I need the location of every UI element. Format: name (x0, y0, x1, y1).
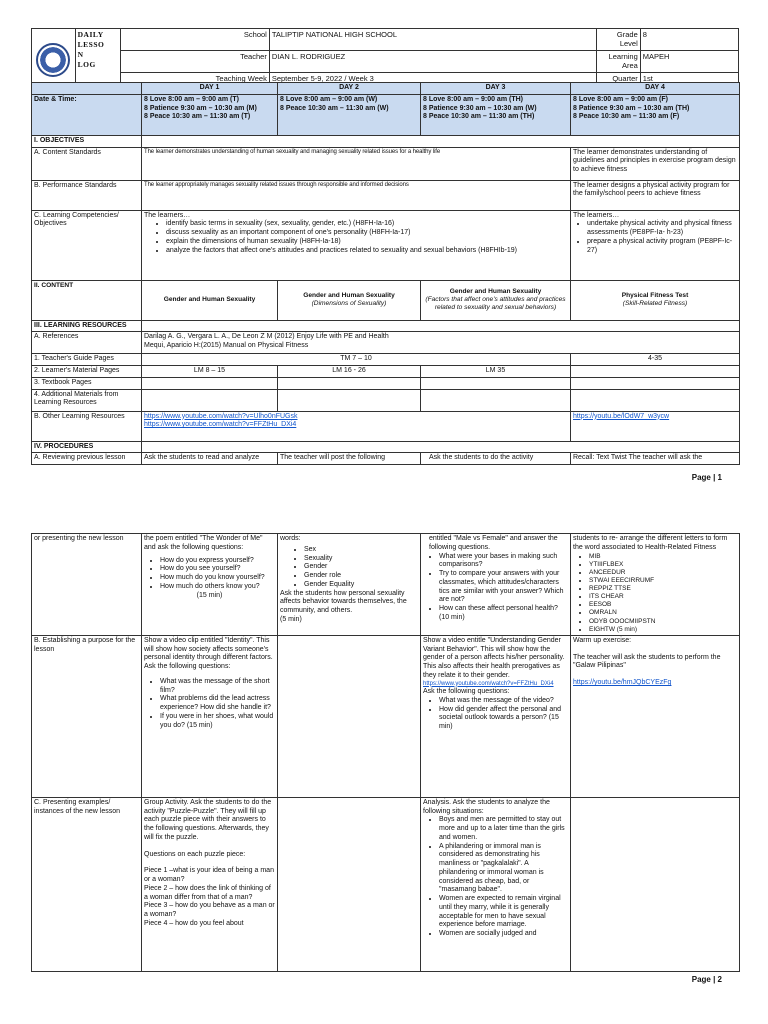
schedule-day3 (421, 94, 571, 135)
presenting-text: Group Activity. Ask the students to do the activity "Puzzle-Puzzle". They will fill up each puzzle piece with their answers to the following questions. Afterwards, they will fix the puzzle. (144, 798, 272, 841)
situation-item: • A philandering or immoral man is considered as demonstrating his manliness or "pagkalalaki". A philandering or immoral woman is considered as cheap, bad, or "masamang babae". (439, 843, 568, 896)
grade-label: Grade Level (597, 29, 641, 51)
purpose-text: Ask the following questions: (423, 688, 510, 695)
dll-line: LOG (77, 60, 96, 69)
schedule-day1 (142, 94, 278, 135)
question-item: • How can these affect personal health? (10 min) (439, 605, 568, 623)
scrambled-word: • YTIIIFLBEX (589, 561, 737, 569)
content-subtopic: (Dimensions of Sexuality) (311, 300, 387, 307)
quarter-label: Quarter (597, 72, 641, 84)
question-item: • How do you see yourself? (160, 565, 275, 574)
day-header: DAY 4 (571, 83, 740, 95)
question-item: • What problems did the lead actress experience? How did she handle it? (160, 695, 275, 713)
content-topic: Gender and Human Sexuality (449, 287, 542, 295)
competencies-intro: The learners… (144, 211, 191, 219)
purpose-text: Warm up exercise: (573, 636, 632, 644)
scrambled-word: • EIGHTW (5 min) (589, 626, 737, 634)
review-day3-cont (421, 534, 571, 636)
word-item: • Gender Equality (304, 581, 418, 590)
other-resources-label: B. Other Learning Resources (32, 411, 142, 441)
school-value: TALIPTIP NATIONAL HIGH SCHOOL (269, 29, 596, 51)
area-label: Learning Area (597, 50, 641, 72)
question-item: • How much do you know yourself? (160, 574, 275, 583)
video-link[interactable]: https://www.youtube.com/watch?v=FFZtHu_DXi4 (144, 421, 297, 429)
review-text: words: (280, 535, 301, 542)
references (142, 332, 740, 354)
other-resources-day4 (571, 411, 740, 441)
lesson-table-page1 (31, 82, 740, 465)
section-content: II. CONTENT (32, 280, 142, 320)
schedule-line: 8 Patience 9:30 am – 10:30 am (W) (423, 104, 537, 112)
word-item: • Gender role (304, 572, 418, 581)
review-day4: Recall: Text Twist The teacher will ask the (571, 453, 740, 465)
performance-standards: The learner appropriately manages sexuality related issues through responsible and informed decisions (142, 180, 571, 210)
textbook-label: 3. Textbook Pages (32, 377, 142, 389)
content-day4 (571, 280, 740, 320)
video-link[interactable]: https://www.youtube.com/watch?v=FFZtHu_DXi4 (423, 680, 554, 687)
schedule-line: 8 Patience 9:30 am – 10:30 am (M) (144, 104, 257, 112)
tg-pages: TM 7 – 10 (142, 354, 571, 366)
question-item: • Try to compare your answers with your classmates, which attitudes/characters tics are similar with your answer? Which are not? (439, 570, 568, 605)
schedule-line: 8 Patience 9:30 am – 10:30 am (TH) (573, 104, 690, 112)
day-header: DAY 1 (142, 83, 278, 95)
tg-label: 1. Teacher's Guide Pages (32, 354, 142, 366)
review-text: entitled "Male vs Female" and answer the following questions. (429, 535, 558, 551)
presenting-text: Questions on each puzzle piece: (144, 850, 246, 858)
scrambled-word: • ODYB OOOCMIIPSTN (589, 618, 737, 626)
purpose-day4 (571, 635, 740, 797)
situation-item: • Women are socially judged and (439, 930, 568, 939)
teacher-label: Teacher (121, 50, 269, 72)
puzzle-piece: Piece 3 – how do you behave as a man or a woman? (144, 902, 275, 918)
reference-item: Mequi, Aparicio H:(2015) Manual on Physical Fitness (144, 342, 309, 349)
other-resources (142, 411, 571, 441)
review-day1: Ask the students to read and analyze (142, 453, 278, 465)
scrambled-word: • REPPIZ TTSE (589, 585, 737, 593)
scrambled-word: • ANCEEDUR (589, 569, 737, 577)
schedule-line: 8 Peace 10:30 am – 11:30 am (F) (573, 113, 680, 121)
question-item: • How did gender affect the personal and societal outlook towards a person? (15 min) (439, 706, 568, 732)
purpose-text: Show a video entitle "Understanding Gender Variant Behavior". This will show how the gender of a person affects his/her personality. This also affects their health prerogatives as they relate it to their gender. (423, 636, 565, 679)
performance-standards-day4: The learner designs a physical activity program for the family/school peers to achieve fitness (571, 180, 740, 210)
puzzle-piece: Piece 4 – how do you feel about (144, 919, 244, 927)
reference-item: Darilag A. G., Vergara L. A., De Leon Z M (2012) Enjoy Life with PE and Health (144, 333, 389, 341)
content-day3 (421, 280, 571, 320)
purpose-day3 (421, 635, 571, 797)
question-item: • What were your bases in making such comparisons? (439, 553, 568, 571)
section-objectives: I. OBJECTIVES (32, 135, 142, 147)
purpose-text: The teacher will ask the students to perform the "Galaw Pilipinas" (573, 653, 721, 670)
competencies (142, 210, 571, 280)
content-day1: Gender and Human Sexuality (142, 280, 278, 320)
schedule-line: 8 Love 8:00 am – 9:00 am (W) (280, 95, 378, 103)
question-item: • How do you express yourself? (160, 557, 275, 566)
dll-line: N (77, 50, 84, 59)
review-day2: The teacher will post the following (278, 453, 421, 465)
competency-item: • explain the dimensions of human sexuality (H8FH-Ia-18) (166, 238, 568, 247)
review-text: students to re- arrange the different letters to form the word associated to Health-Related Fitness (573, 535, 728, 551)
competencies-label: C. Learning Competencies/ Objectives (32, 210, 142, 280)
scrambled-word: • EESOB (589, 601, 737, 609)
purpose-label: B. Establishing a purpose for the lesson (32, 635, 142, 797)
video-link[interactable]: https://youtu.be/lOdW7_w3ycw (573, 412, 670, 420)
word-item: • Sexuality (304, 555, 418, 564)
presenting-day1 (142, 797, 278, 971)
week-label: Teaching Week (121, 72, 269, 84)
schedule-line: 8 Peace 10:30 am – 11:30 am (TH) (423, 113, 535, 121)
presenting-label: C. Presenting examples/ instances of the new lesson (32, 797, 142, 971)
competency-item: • prepare a physical activity program (PE8PF-Ic- 27) (587, 238, 737, 256)
page-number: Page | 1 (691, 473, 722, 482)
section-resources: III. LEARNING RESOURCES (32, 320, 142, 332)
tg-pages-day4: 4-35 (571, 354, 740, 366)
competencies-intro: The learners… (573, 211, 620, 219)
video-link[interactable]: https://www.youtube.com/watch?v=Ulho0nFUGsk (144, 412, 298, 420)
content-subtopic: (Skill-Related Fitness) (622, 300, 688, 307)
content-subtopic: (Factors that affect one's attitudes and practices related to sexuality and sexual behaviors) (425, 295, 566, 312)
content-standards-label: A. Content Standards (32, 147, 142, 180)
additional-materials-label: 4. Additional Materials from Learning Resources (32, 389, 142, 411)
schedule-line: 8 Peace 10:30 am – 11:30 am (T) (144, 113, 251, 121)
teacher-value: DIAN L. RODRIGUEZ (269, 50, 596, 72)
competency-item: • identify basic terms in sexuality (sex, sexuality, gender, etc.) (H8FH-Ia-16) (166, 220, 568, 229)
situation-item: • Boys and men are permitted to stay out more and up to a later time than the girls and women. (439, 816, 568, 842)
competency-item: • undertake physical activity and physical fitness assessments (PE8PF-Ia- h-23) (587, 220, 737, 238)
section-procedures: IV. PROCEDURES (32, 441, 142, 453)
grade-value: 8 (640, 29, 738, 51)
question-item: • If you were in her shoes, what would you do? (15 min) (160, 713, 275, 731)
competencies-day4 (571, 210, 740, 280)
schedule-line: 8 Love 8:00 am – 9:00 am (T) (144, 95, 239, 103)
schedule-day2 (278, 94, 421, 135)
competency-item: • analyze the factors that affect one's attitudes and practices related to sexuality and sexual behaviors (H8FHIb-19) (166, 247, 568, 256)
scrambled-word: • OMRALN (589, 609, 737, 617)
content-topic: Gender and Human Sexuality (303, 291, 395, 299)
time-note: (5 min) (280, 615, 302, 623)
presenting-text: Analysis. Ask the students to analyze the following situations: (423, 798, 550, 815)
schedule-day4 (571, 94, 740, 135)
review-day4-cont (571, 534, 740, 636)
review-text: the poem entitled "The Wonder of Me" and ask the following questions: (144, 535, 263, 551)
purpose-text: Show a video clip entitled "Identity". This will show how society affects someone's personal identity through different factors. Ask the following questions: (144, 636, 273, 670)
performance-standards-label: B. Performance Standards (32, 180, 142, 210)
review-day3: Ask the students to do the activity (421, 453, 571, 465)
puzzle-piece: Piece 1 –what is your idea of being a man or a woman? (144, 867, 274, 883)
question-item: • What was the message of the short film? (160, 678, 275, 696)
content-standards: The learner demonstrates understanding of human sexuality and managing sexuality related issues for a healthy life (142, 147, 571, 180)
lm-day2: LM 16 - 26 (278, 366, 421, 378)
question-item: • What was the message of the video? (439, 697, 568, 706)
scrambled-word: • ITS CHEAR (589, 593, 737, 601)
situation-item: • Women are expected to remain virginal until they marry, while it is generally acceptable for men to have sexual experience before marriage. (439, 895, 568, 930)
date-label: Date & Time: (32, 94, 142, 135)
review-day1-cont (142, 534, 278, 636)
seal-icon (36, 43, 70, 77)
schedule-line: 8 Love 8:00 am – 9:00 am (F) (573, 95, 668, 103)
quarter-value: 1st (640, 72, 738, 84)
lesson-table-page2 (31, 533, 740, 972)
content-topic: Physical Fitness Test (621, 291, 689, 299)
dll-line: LESSO (77, 40, 105, 49)
dll-line: DAILY (77, 30, 104, 39)
schedule-line: 8 Peace 10:30 am – 11:30 am (W) (280, 104, 389, 112)
presenting-day3 (421, 797, 571, 971)
puzzle-piece: Piece 2 – how does the link of thinking of a woman differ from that of a man? (144, 884, 271, 901)
lm-label: 2. Learner's Material Pages (32, 366, 142, 378)
page-number: Page | 2 (691, 975, 722, 984)
day-header: DAY 3 (421, 83, 571, 95)
review-text: Ask the students how personal sexuality affects behavior towards themselves, the community, and others. (280, 589, 407, 614)
week-value: September 5-9, 2022 / Week 3 (269, 72, 596, 84)
lm-day1: LM 8 – 15 (142, 366, 278, 378)
competency-item: • discuss sexuality as an important component of one's personality (H8FH-Ia-17) (166, 229, 568, 238)
area-value: MAPEH (640, 50, 738, 72)
review-label-cont: or presenting the new lesson (32, 534, 142, 636)
references-label: A. References (32, 332, 142, 354)
purpose-day1 (142, 635, 278, 797)
question-item: • How much do others know you? (160, 583, 275, 592)
review-label: A. Reviewing previous lesson (32, 453, 142, 465)
review-day2-cont (278, 534, 421, 636)
content-standards-day4: The learner demonstrates understanding of guidelines and principles in exercise program design to achieve fitness (571, 147, 740, 180)
day-header: DAY 2 (278, 83, 421, 95)
scrambled-word: • STWAI EEECIRRUMF (589, 577, 737, 585)
lm-day3: LM 35 (421, 366, 571, 378)
content-day2 (278, 280, 421, 320)
time-note: (15 min) (196, 591, 223, 599)
school-label: School (121, 29, 269, 51)
schedule-line: 8 Love 8:00 am – 9:00 am (TH) (423, 95, 523, 103)
scrambled-word: • MIB (589, 553, 737, 561)
word-item: • Gender (304, 563, 418, 572)
word-item: • Sex (304, 546, 418, 555)
video-link[interactable]: https://youtu.be/hmJQbCYEzFg (573, 679, 672, 686)
